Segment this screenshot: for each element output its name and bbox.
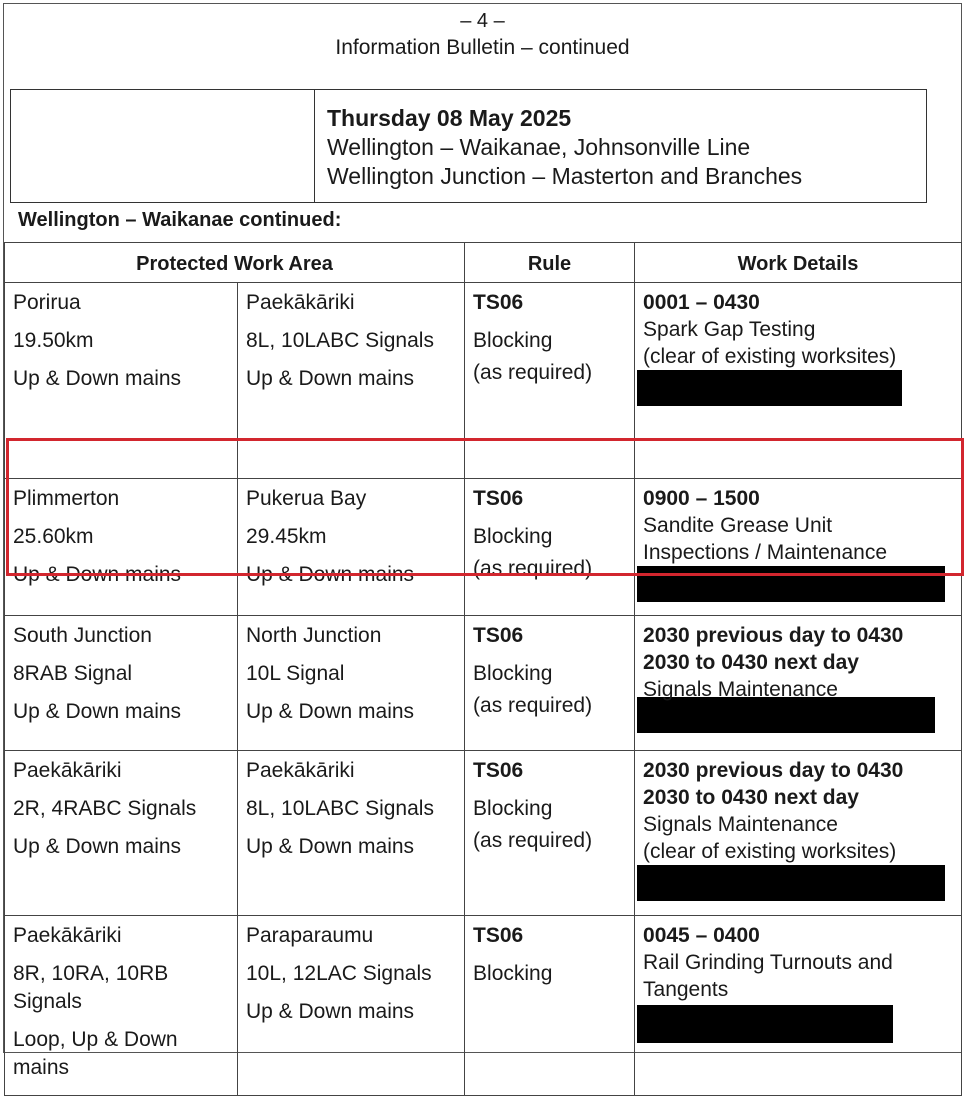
rule-type: Blocking [473,525,553,548]
rule-type: Blocking [473,329,553,352]
work-description: Rail Grinding Turnouts and Tangents [643,951,893,1001]
rule-type: Blocking [473,797,553,820]
to-cell [238,916,465,1096]
work-time: 0045 – 0400 [643,924,760,947]
from-lines: Loop, Up & Down mains [13,1028,178,1079]
section-title: Wellington – Waikanae continued: [18,209,342,231]
work-table [4,242,962,1096]
date-box [10,89,927,203]
rule-cell [465,479,635,616]
details-cell [635,283,962,479]
work-time: 2030 previous day to 0430 [643,624,904,647]
from-lines: Up & Down mains [13,563,182,586]
work-description: Spark Gap Testing [643,318,816,341]
rule-code: TS06 [473,759,524,782]
from-detail: 8RAB Signal [13,662,133,685]
table-row [5,916,962,1096]
rule-code: TS06 [473,624,524,647]
to-lines: Up & Down mains [246,835,415,858]
lines-line-2: Wellington Junction – Masterton and Branches [327,163,803,189]
from-location: Porirua [13,291,81,314]
from-detail: 2R, 4RABC Signals [13,797,197,820]
redaction-block [637,865,945,901]
table-row [5,751,962,916]
work-description: Sandite Grease Unit [643,514,833,537]
work-note: (clear of existing worksites) [643,345,897,368]
work-description: Signals Maintenance [643,813,838,836]
to-location: Paekākāriki [246,759,355,782]
from-cell [5,916,238,1096]
from-location: Paekākāriki [13,924,122,947]
from-location: South Junction [13,624,152,647]
date-box-divider [314,90,315,202]
rule-note: (as required) [473,361,593,384]
from-detail: 25.60km [13,525,94,548]
date-box-text [327,104,802,191]
from-lines: Up & Down mains [13,700,182,723]
to-lines: Up & Down mains [246,563,415,586]
redaction-block [637,566,945,602]
table-row [5,283,962,479]
to-detail: 10L Signal [246,662,345,685]
rule-cell [465,283,635,479]
details-cell [635,616,962,751]
work-time: 0900 – 1500 [643,487,760,510]
from-cell [5,283,238,479]
rule-code: TS06 [473,924,524,947]
to-location: Paekākāriki [246,291,355,314]
table-header-row [5,243,962,283]
from-location: Plimmerton [13,487,120,510]
header-rule: Rule [465,243,635,283]
to-detail: 8L, 10LABC Signals [246,797,434,820]
table-row [5,616,962,751]
rule-code: TS06 [473,291,524,314]
lines-line-1: Wellington – Waikanae, Johnsonville Line [327,134,751,160]
from-cell [5,616,238,751]
to-location: Pukerua Bay [246,487,367,510]
from-detail: 19.50km [13,329,94,352]
to-lines: Up & Down mains [246,1000,415,1023]
to-cell [238,616,465,751]
to-lines: Up & Down mains [246,700,415,723]
details-cell [635,479,962,616]
bulletin-date: Thursday 08 May 2025 [327,105,572,131]
rule-note: (as required) [473,694,593,717]
rule-cell [465,751,635,916]
work-note: Inspections / Maintenance [643,541,887,564]
redaction-block [637,370,902,406]
bulletin-subtitle: Information Bulletin – continued [335,36,630,59]
rule-note: (as required) [473,829,593,852]
table-row [5,479,962,616]
work-time: 2030 previous day to 0430 [643,759,904,782]
details-cell [635,751,962,916]
to-detail: 8L, 10LABC Signals [246,329,434,352]
work-note: (clear of existing worksites) [643,840,897,863]
page-number: – 4 – [460,10,505,32]
to-detail: 29.45km [246,525,327,548]
rule-type: Blocking [473,662,553,685]
to-cell [238,751,465,916]
to-location: North Junction [246,624,382,647]
from-location: Paekākāriki [13,759,122,782]
details-cell [635,916,962,1096]
to-location: Paraparaumu [246,924,374,947]
rule-cell [465,916,635,1096]
rule-type: Blocking [473,962,553,985]
rule-code: TS06 [473,487,524,510]
to-lines: Up & Down mains [246,367,415,390]
to-detail: 10L, 12LAC Signals [246,962,432,985]
from-detail: 8R, 10RA, 10RB Signals [13,962,169,1013]
from-cell [5,479,238,616]
work-time: 0001 – 0430 [643,291,760,314]
to-cell [238,283,465,479]
to-cell [238,479,465,616]
from-lines: Up & Down mains [13,835,182,858]
work-time-alt: 2030 to 0430 next day [643,651,859,674]
from-lines: Up & Down mains [13,367,182,390]
header-work-details: Work Details [635,243,962,283]
header-protected-work-area: Protected Work Area [5,243,465,283]
rule-note: (as required) [473,557,593,580]
work-description: Signals Maintenance [643,678,838,701]
bulletin-page [3,3,962,1079]
from-cell [5,751,238,916]
redaction-block [637,1005,893,1043]
work-time-alt: 2030 to 0430 next day [643,786,859,809]
rule-cell [465,616,635,751]
